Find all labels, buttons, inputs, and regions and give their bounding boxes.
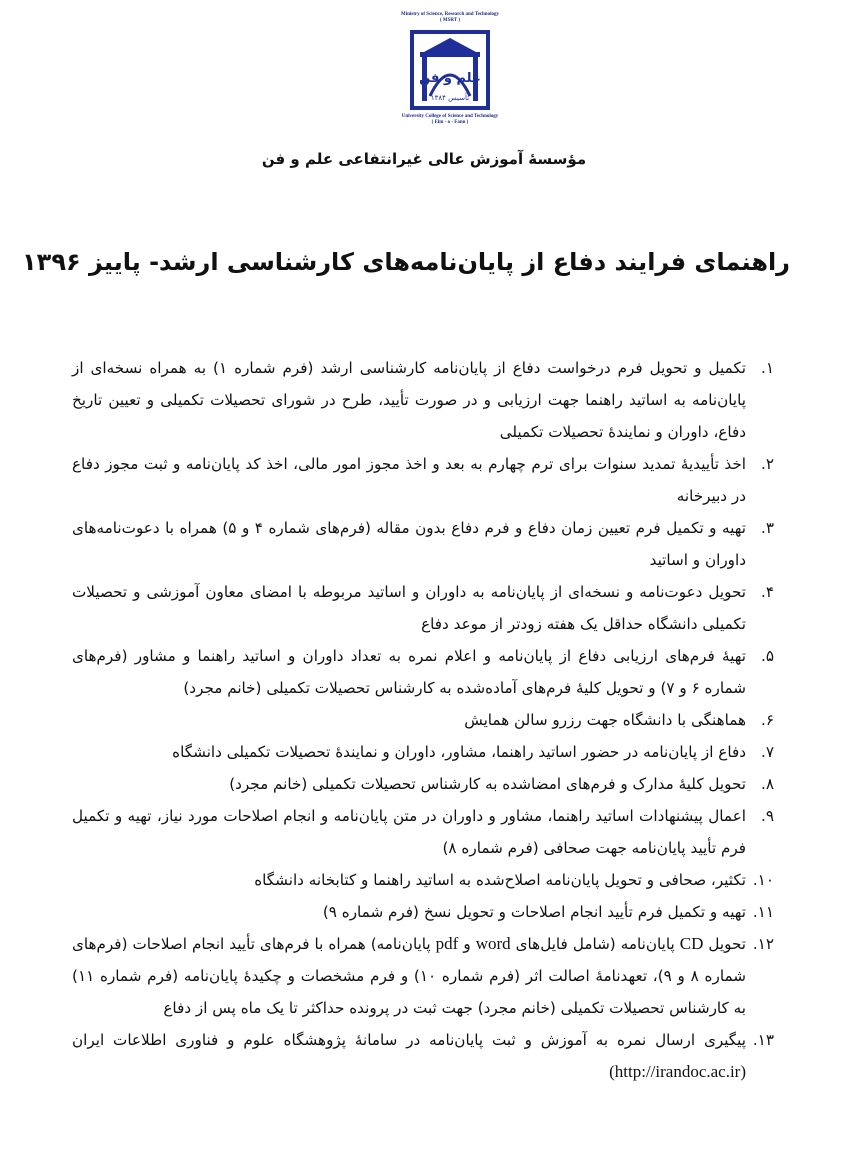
item-text: تهیهٔ فرم‌های ارزیابی دفاع از پایان‌نامه و اعلام نمره به تعداد داوران و اساتید راهنما و مشاور (فرم‌های شماره ۶ و ۷) و تحویل کلیهٔ فرم‌های آماده‌شده به کارشناس تحصیلات تکمیلی (خانم مجرد) [72,647,746,697]
logo-seal-text: علم و فن [419,71,481,86]
list-item [72,352,774,448]
item-number: ۱۰. [752,871,774,889]
logo-bottom-caption-1: University College of Science and Technology [401,114,499,119]
irandoc-link[interactable]: (http://irandoc.ac.ir) [609,1062,746,1081]
logo-bottom-caption-2: ( Elm - o - Fann ) [431,120,469,125]
list-item [72,928,774,1024]
list-item [72,864,774,896]
item-number: ۳. [761,519,774,537]
list-item [72,1024,774,1088]
item-number: ۲. [761,455,774,473]
item-text: هماهنگی با دانشگاه جهت رزرو سالن همایش [464,711,746,729]
item-number: ۱۳. [752,1031,774,1049]
item-number: ۵. [761,647,774,665]
list-item [72,640,774,704]
item-number: ۱. [761,359,774,377]
word-label: word [475,934,511,953]
item-text-part: پایان‌نامه (شامل فایل‌های [510,935,680,953]
item-text: دفاع از پایان‌نامه در حضور اساتید راهنما، مشاور، داوران و نمایندهٔ تحصیلات تکمیلی دانشگاه [172,743,746,761]
logo-founded-text: تأسیس ۱۳۸۴ [430,94,470,102]
list-item [72,896,774,928]
item-text: تحویل کلیهٔ مدارک و فرم‌های امضاشده به کارشناس تحصیلات تکمیلی (خانم مجرد) [229,775,746,793]
item-text-part: تحویل [703,935,746,953]
institution-name: مؤسسهٔ آموزش عالی غیرانتفاعی علم و فن [261,150,587,168]
page-title: راهنمای فرایند دفاع از پایان‌نامه‌های کارشناسی ارشد- پاییز ۱۳۹۶ [22,248,790,276]
item-text: تکمیل و تحویل فرم درخواست دفاع از پایان‌نامه کارشناسی ارشد (فرم شماره ۱) به همراه نسخه‌ای از پایان‌نامه به اساتید راهنما جهت ارزیابی و در صورت تأیید، طرح در شورای تحصیلات تکمیلی و تعیین تاریخ دفاع، داوران و نمایندهٔ تحصیلات تکمیلی [72,359,746,441]
item-number: ۹. [761,807,774,825]
item-text-part: پایان‌نامه) همراه با فرم‌های تأیید انجام اصلاحات (فرم‌های شماره ۸ و ۹)، تعهدنامهٔ اصالت اثر (فرم شماره ۱۰) و فرم مشخصات و چکیدهٔ پایان‌نامه (فرم شماره ۱۱) به کارشناس تحصیلات تکمیلی (خانم مجرد) جهت ثبت در پرونده حداکثر تا یک ماه پس از دفاع [72,935,746,1017]
item-number: ۱۲. [752,935,774,953]
list-item [72,704,774,736]
list-item [72,736,774,768]
item-number: ۴. [761,583,774,601]
item-text: اخذ تأییدیهٔ تمدید سنوات برای ترم چهارم به بعد و اخذ مجوز امور مالی، اخذ کد پایان‌نامه و ثبت مجوز دفاع در دبیرخانه [72,455,746,505]
item-text: پیگیری ارسال نمره به آموزش و ثبت پایان‌نامه در سامانهٔ پژوهشگاه علوم و فناوری اطلاعات ایران [72,1031,746,1049]
logo-top-caption-1: Ministry of Science, Research and Technology [401,12,499,17]
item-text: تکثیر، صحافی و تحویل پایان‌نامه اصلاح‌شده به اساتید راهنما و کتابخانه دانشگاه [254,871,746,889]
item-number: ۶. [761,711,774,729]
item-text: تهیه و تکمیل فرم تعیین زمان دفاع و فرم دفاع بدون مقاله (فرم‌های شماره ۴ و ۵) همراه با دعوت‌نامه‌های داوران و اساتید [72,519,746,569]
item-text: تهیه و تکمیل فرم تأیید انجام اصلاحات و تحویل نسخ (فرم شماره ۹) [322,903,746,921]
item-number: ۷. [761,743,774,761]
pdf-label: pdf [435,934,459,953]
item-text: تحویل دعوت‌نامه و نسخه‌ای از پایان‌نامه به داوران و اساتید مربوطه با امضای معاون آموزشی و تحصیلات تکمیلی دانشگاه حداقل یک هفته زودتر از موعد دفاع [72,583,746,633]
cd-label: CD [679,934,704,953]
list-item [72,512,774,576]
list-item [72,576,774,640]
list-item [72,768,774,800]
university-logo [390,12,510,136]
list-item [72,448,774,512]
item-text-part: و [458,935,476,953]
item-number: ۱۱. [752,903,774,921]
list-item [72,800,774,864]
logo-emblem-icon [390,24,510,114]
item-text: اعمال پیشنهادات اساتید راهنما، مشاور و داوران در متن پایان‌نامه و انجام اصلاحات مورد نیاز، تهیه و تکمیل فرم تأیید پایان‌نامه جهت صحافی (فرم شماره ۸) [72,807,746,857]
procedure-list [72,352,774,1088]
item-number: ۸. [761,775,774,793]
logo-top-caption-2: ( MSRT ) [439,18,461,23]
